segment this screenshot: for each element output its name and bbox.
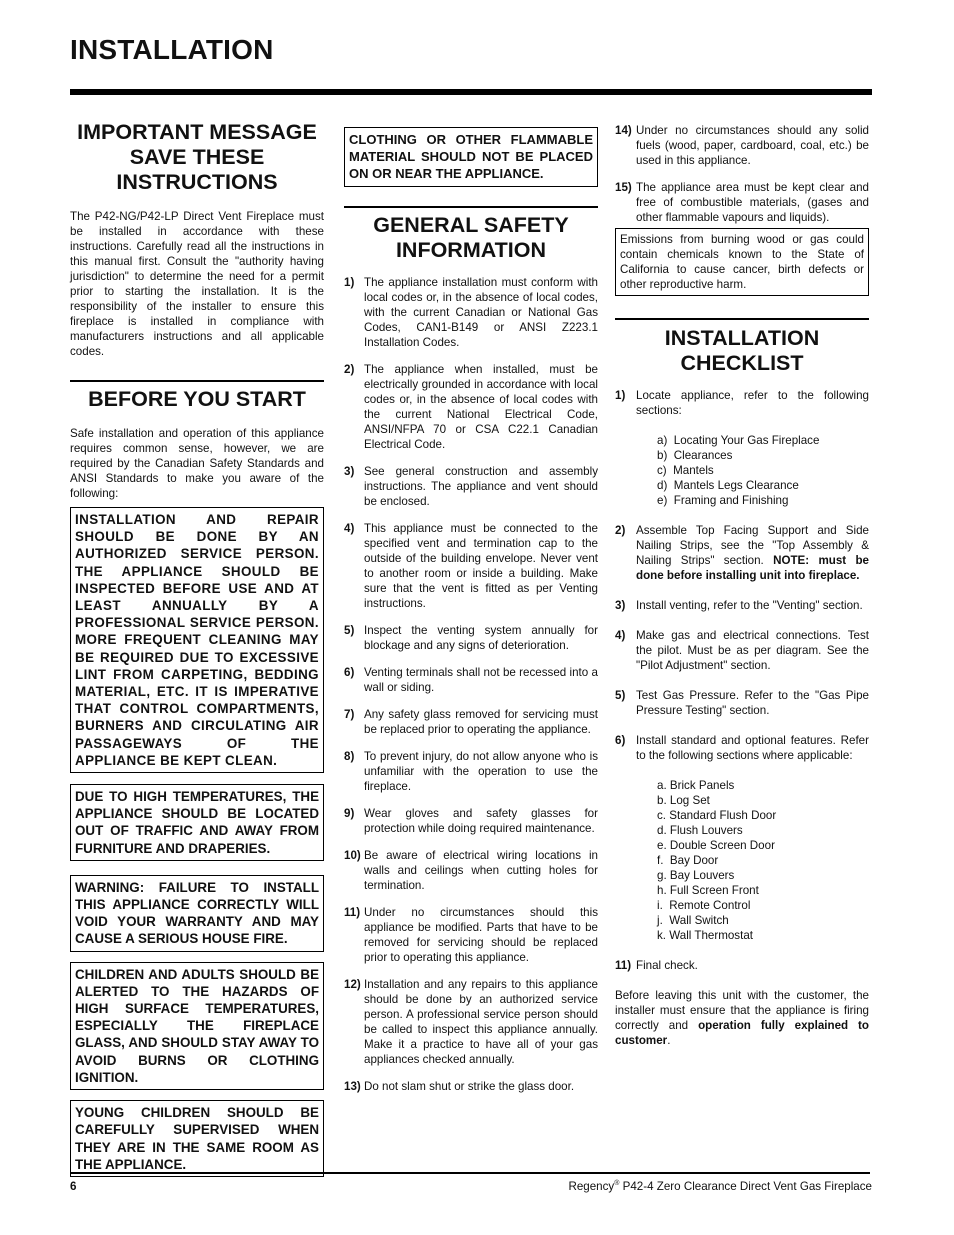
sub-item: e) Framing and Finishing: [657, 494, 789, 507]
list-item: 7) Any safety glass removed for servicing must be replaced prior to operating the appliance.: [344, 707, 598, 736]
list-item: 2) Assemble Top Facing Support and Side Nailing Strips, see the "Top Assembly & Nailing Strips" section. NOTE: must be done before installing unit into fireplace.: [615, 524, 869, 582]
sub-item: b) Clearances: [657, 449, 733, 462]
before-you-start-heading: BEFORE YOU START: [88, 387, 306, 411]
sub-list: [636, 433, 869, 508]
list-item: 3) Install venting, refer to the "Venting" section.: [615, 599, 863, 612]
safety-list: [344, 275, 598, 1094]
sub-item: j. Wall Switch: [657, 914, 729, 927]
list-item: 5) Inspect the venting system annually for blockage and any signs of deterioration.: [344, 623, 598, 652]
list-item: 11) Final check.: [615, 959, 698, 972]
sub-list: [636, 778, 869, 943]
list-item: 11) Under no circumstances should this appliance be modified. Parts that have to be removed for servicing should be replaced prior to operating this appliance.: [344, 905, 598, 964]
warning-box-young-children: YOUNG CHILDREN SHOULD BE CAREFULLY SUPERVISED WHEN THEY ARE IN THE SAME ROOM AS THE APPLIANCE.: [70, 1100, 324, 1177]
warning-box-children: CHILDREN AND ADULTS SHOULD BE ALERTED TO THE HAZARDS OF HIGH SURFACE TEMPERATURES, ESPECIALLY THE FIREPLACE GLASS, AND SHOULD STAY AWAY TO AVOID BURNS OR CLOTHING IGNITION.: [70, 962, 324, 1090]
before-paragraph: Safe installation and operation of this appliance requires common sense, however, we are required by the Canadian Safety Standards and ANSI Standards to make you aware of the following:: [70, 427, 324, 500]
warning-box-flammable: CLOTHING OR OTHER FLAMMABLE MATERIAL SHOULD NOT BE PLACED ON OR NEAR THE APPLIANCE.: [344, 127, 598, 187]
list-item: 14) Under no circumstances should any solid fuels (wood, paper, cardboard, coal, etc.) be used in this appliance.: [615, 124, 869, 167]
column-middle: [344, 118, 598, 1094]
column-left: [70, 118, 324, 1177]
list-item: 6) Install standard and optional features. Refer to the following sections where applicable: a. Brick Panels b. Log Set c. Standard Flush Door d. Flush Louvers e. Double Screen Door f. Bay Door g. Bay Louvers h. Full Screen Front i. Remote Control j. Wall Switch k. Wall Thermostat: [615, 734, 869, 942]
sub-item: c. Standard Flush Door: [657, 809, 777, 822]
sub-item: c) Mantels: [657, 464, 714, 477]
list-item: 2) The appliance when installed, must be electrically grounded in accordance with local codes or, in the absence of local codes with the current National Electrical Code, ANSI/NFPA 70 or CSA C22.1 Canadian Electrical Code.: [344, 362, 598, 451]
bottom-rule: [70, 1172, 870, 1174]
sub-item: f. Bay Door: [657, 854, 719, 867]
safety-list-continued: [615, 123, 869, 225]
list-item: 4) Make gas and electrical connections. Test the pilot. Must be as per diagram. See the "Pilot Adjustment" section.: [615, 629, 869, 672]
section-rule: [344, 206, 598, 208]
list-item: 3) See general construction and assembly instructions. The appliance and vent should be enclosed.: [344, 464, 598, 508]
section-rule: [70, 380, 324, 382]
sub-item: a. Brick Panels: [657, 779, 735, 792]
sub-item: i. Remote Control: [657, 899, 751, 912]
column-right: [615, 118, 869, 1048]
sub-item: d) Mantels Legs Clearance: [657, 479, 799, 492]
california-emissions-box: Emissions from burning wood or gas could contain chemicals known to the State of California to cause cancer, birth defects or other reproductive harm.: [615, 228, 869, 296]
list-item: 12) Installation and any repairs to this appliance should be done by an authorized service person. A professional service person should be called to inspect this appliance annually. Make it a practice to have all of your gas appliances checked annually.: [344, 977, 598, 1066]
sub-item: b. Log Set: [657, 794, 710, 807]
list-item: 1) Locate appliance, refer to the following sections: a) Locating Your Gas Fireplace b) Clearances c) Mantels d) Mantels Legs Clearance e) Framing and Finishing: [615, 389, 869, 507]
warning-box-service: INSTALLATION AND REPAIR SHOULD BE DONE BY AN AUTHORIZED SERVICE PERSON. THE APPLIANCE SHOULD BE INSPECTED BEFORE USE AND AT LEAST ANNUALLY BY A PROFESSIONAL SERVICE PERSON. MORE FREQUENT CLEANING MAY BE REQUIRED DUE TO EXCESSIVE LINT FROM CARPETING, BEDDING MATERIAL, ETC. IT IS IMPERATIVE THAT CONTROL COMPARTMENTS, BURNERS AND CIRCULATING AIR PASSAGEWAYS OF THE APPLIANCE BE KEPT CLEAN.: [70, 507, 324, 773]
list-item: 13) Do not slam shut or strike the glass door.: [344, 1079, 575, 1093]
list-item: 9) Wear gloves and safety glasses for protection while doing required maintenance.: [344, 806, 598, 835]
general-safety-heading: GENERAL SAFETY INFORMATION: [373, 212, 569, 262]
sub-item: d. Flush Louvers: [657, 824, 743, 837]
list-item: 15) The appliance area must be kept clear and free of combustible materials, (gases and other flammable vapours and liquids).: [615, 181, 869, 224]
sub-item: a) Locating Your Gas Fireplace: [657, 434, 820, 447]
top-rule: [70, 89, 872, 95]
sub-item: h. Full Screen Front: [657, 884, 759, 897]
warning-box-temperature: DUE TO HIGH TEMPERATURES, THE APPLIANCE SHOULD BE LOCATED OUT OF TRAFFIC AND AWAY FROM FURNITURE AND DRAPERIES.: [70, 784, 324, 861]
page-title: INSTALLATION: [70, 34, 274, 65]
sub-item: g. Bay Louvers: [657, 869, 735, 882]
installation-checklist-heading: INSTALLATION CHECKLIST: [664, 326, 820, 375]
section-rule: [615, 318, 869, 320]
closing-paragraph: Before leaving this unit with the customer, the installer must ensure that the appliance is firing correctly and operation fully explained to customer.: [615, 989, 869, 1047]
list-item: 10) Be aware of electrical wiring locations in walls and ceilings when cutting holes for termination.: [344, 848, 598, 892]
sub-item: k. Wall Thermostat: [657, 929, 753, 942]
list-item: 5) Test Gas Pressure. Refer to the "Gas Pipe Pressure Testing" section.: [615, 689, 869, 717]
warning-box-install: WARNING: FAILURE TO INSTALL THIS APPLIANCE CORRECTLY WILL VOID YOUR WARRANTY AND MAY CAUSE A SERIOUS HOUSE FIRE.: [70, 875, 324, 952]
list-item: 6) Venting terminals shall not be recessed into a wall or siding.: [344, 665, 598, 694]
list-item: 8) To prevent injury, do not allow anyone who is unfamiliar with the operation to use the fireplace.: [344, 749, 598, 793]
important-message-heading: IMPORTANT MESSAGE SAVE THESE INSTRUCTIONS: [77, 120, 317, 194]
footer-title: Regency® P42-4 Zero Clearance Direct Vent Gas Fireplace: [568, 1180, 872, 1193]
list-item: 4) This appliance must be connected to the specified vent and termination cap to the outside of the building envelope. Never vent to another room or inside a building. Make sure that the vent is fitted as per Venting instructions.: [344, 521, 598, 610]
list-item: 1) The appliance installation must conform with local codes or, in the absence of local codes, with the current Canadian or National Gas Codes, CAN1-B149 or ANSI Z223.1 Installation Codes.: [344, 275, 598, 349]
sub-item: e. Double Screen Door: [657, 839, 775, 852]
page-number: 6: [70, 1180, 77, 1193]
checklist: [615, 388, 869, 973]
intro-paragraph: The P42-NG/P42-LP Direct Vent Fireplace must be installed in accordance with these instructions. Carefully read all the instructions in this manual first. Consult the "authority having jurisdiction" to determine the need for a permit prior to starting the installation. It is the responsibility of the installer to ensure this fireplace is installed in compliance with manufacturers instructions and all applicable codes.: [70, 210, 324, 358]
